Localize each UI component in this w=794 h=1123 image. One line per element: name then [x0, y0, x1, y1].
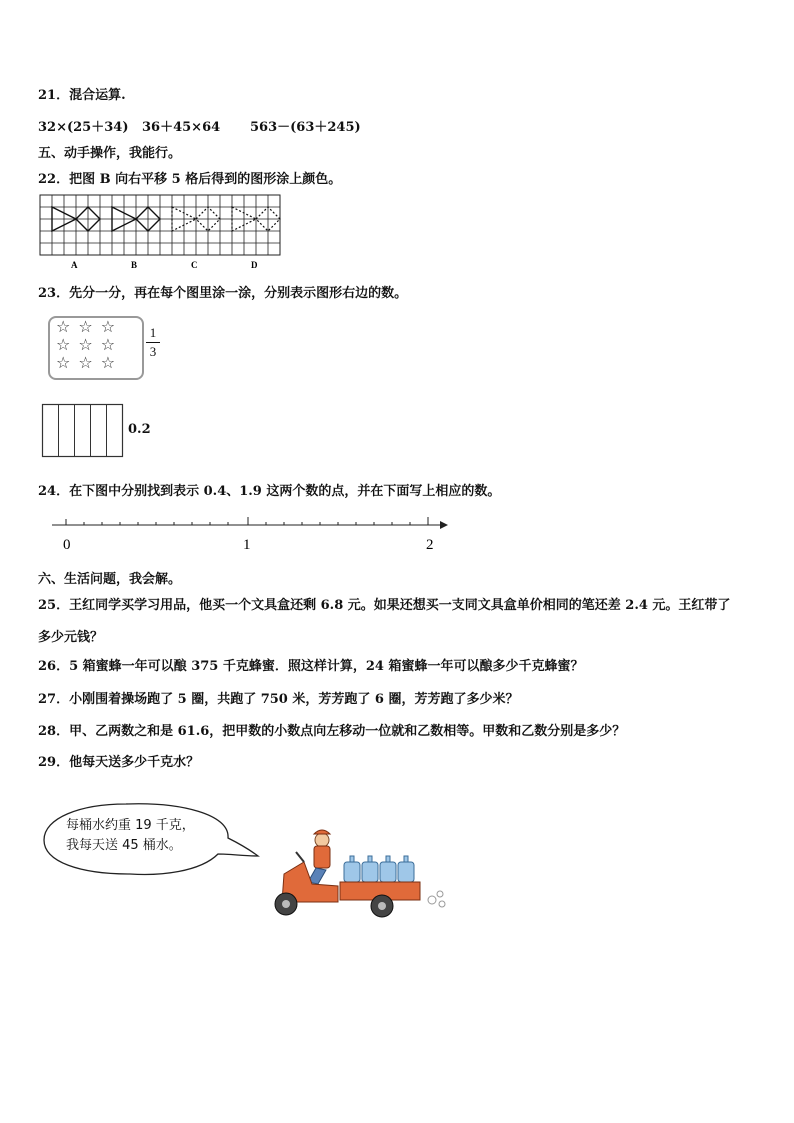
q22-grid-figure — [30, 190, 290, 270]
star-icon: ☆ — [56, 317, 79, 336]
q26: 26．5 箱蜜蜂一年可以酿 375 千克蜂蜜．照这样计算，24 箱蜜蜂一年可以酿多少千克蜂蜜？ — [38, 659, 584, 674]
star-icon: ☆ — [56, 353, 79, 372]
q25-line1: 25．王红同学买学习用品，他买一个文具盒还剩 6.8 元。如果还想买一支同文具盒单价相同的笔还差 2.4 元。王红带了 — [38, 598, 731, 613]
fraction-numerator: 1 — [149, 325, 157, 340]
q21-expressions — [38, 116, 361, 135]
star-icon: ☆ — [78, 353, 101, 372]
q23-title: 23．先分一分，再在每个图里涂一涂，分别表示图形右边的数。 — [38, 286, 408, 301]
tick-1: 1 — [243, 537, 251, 553]
number-line — [52, 515, 452, 555]
bubble-line-2: 我每天送 45 桶水。 — [66, 838, 182, 853]
expr-2: 36＋45×64 — [142, 120, 221, 135]
star-icon: ☆ — [78, 335, 101, 354]
q29-title: 29．他每天送多少千克水？ — [38, 755, 200, 770]
q25-line2: 多少元钱？ — [38, 630, 104, 645]
expr-3: 563－(63＋245) — [250, 120, 361, 135]
star-icon: ☆ — [100, 353, 124, 372]
delivery-tricycle-illustration — [264, 824, 464, 924]
q28: 28．甲、乙两数之和是 61.6，把甲数的小数点向左移动一位就和乙数相等。甲数和乙数分别是多少？ — [38, 724, 626, 739]
tick-0: 0 — [63, 537, 71, 553]
label-a: A — [71, 260, 78, 270]
tick-2: 2 — [426, 537, 434, 553]
expr-1: 32×(25＋34) — [38, 120, 129, 135]
bubble-line-1: 每桶水约重 19 千克， — [66, 818, 195, 833]
q27: 27．小刚围着操场跑了 5 圈，共跑了 750 米，芳芳跑了 6 圈，芳芳跑了多少米？ — [38, 692, 519, 707]
section-5-heading: 五、动手操作，我能行。 — [38, 146, 182, 161]
label-b: B — [131, 260, 138, 270]
q21-title: 21．混合运算. — [38, 88, 126, 103]
decimal-label: 0.2 — [128, 422, 151, 437]
q22-title: 22．把图 B 向右平移 5 格后得到的图形涂上颜色。 — [38, 172, 342, 187]
star-icon: ☆ — [100, 317, 124, 336]
bubble-text — [66, 816, 195, 856]
fraction — [146, 325, 160, 360]
divided-rectangle — [42, 404, 126, 460]
star-icon: ☆ — [78, 317, 101, 336]
star-icon: ☆ — [56, 335, 79, 354]
q24-title: 24．在下图中分别找到表示 0.4、1.9 这两个数的点，并在下面写上相应的数。 — [38, 484, 501, 499]
section-6-heading: 六、生活问题，我会解。 — [38, 572, 182, 587]
star-grid — [56, 318, 138, 372]
label-d: D — [251, 260, 258, 270]
star-icon: ☆ — [100, 335, 124, 354]
label-c: C — [191, 260, 198, 270]
fraction-denominator: 3 — [149, 344, 157, 359]
